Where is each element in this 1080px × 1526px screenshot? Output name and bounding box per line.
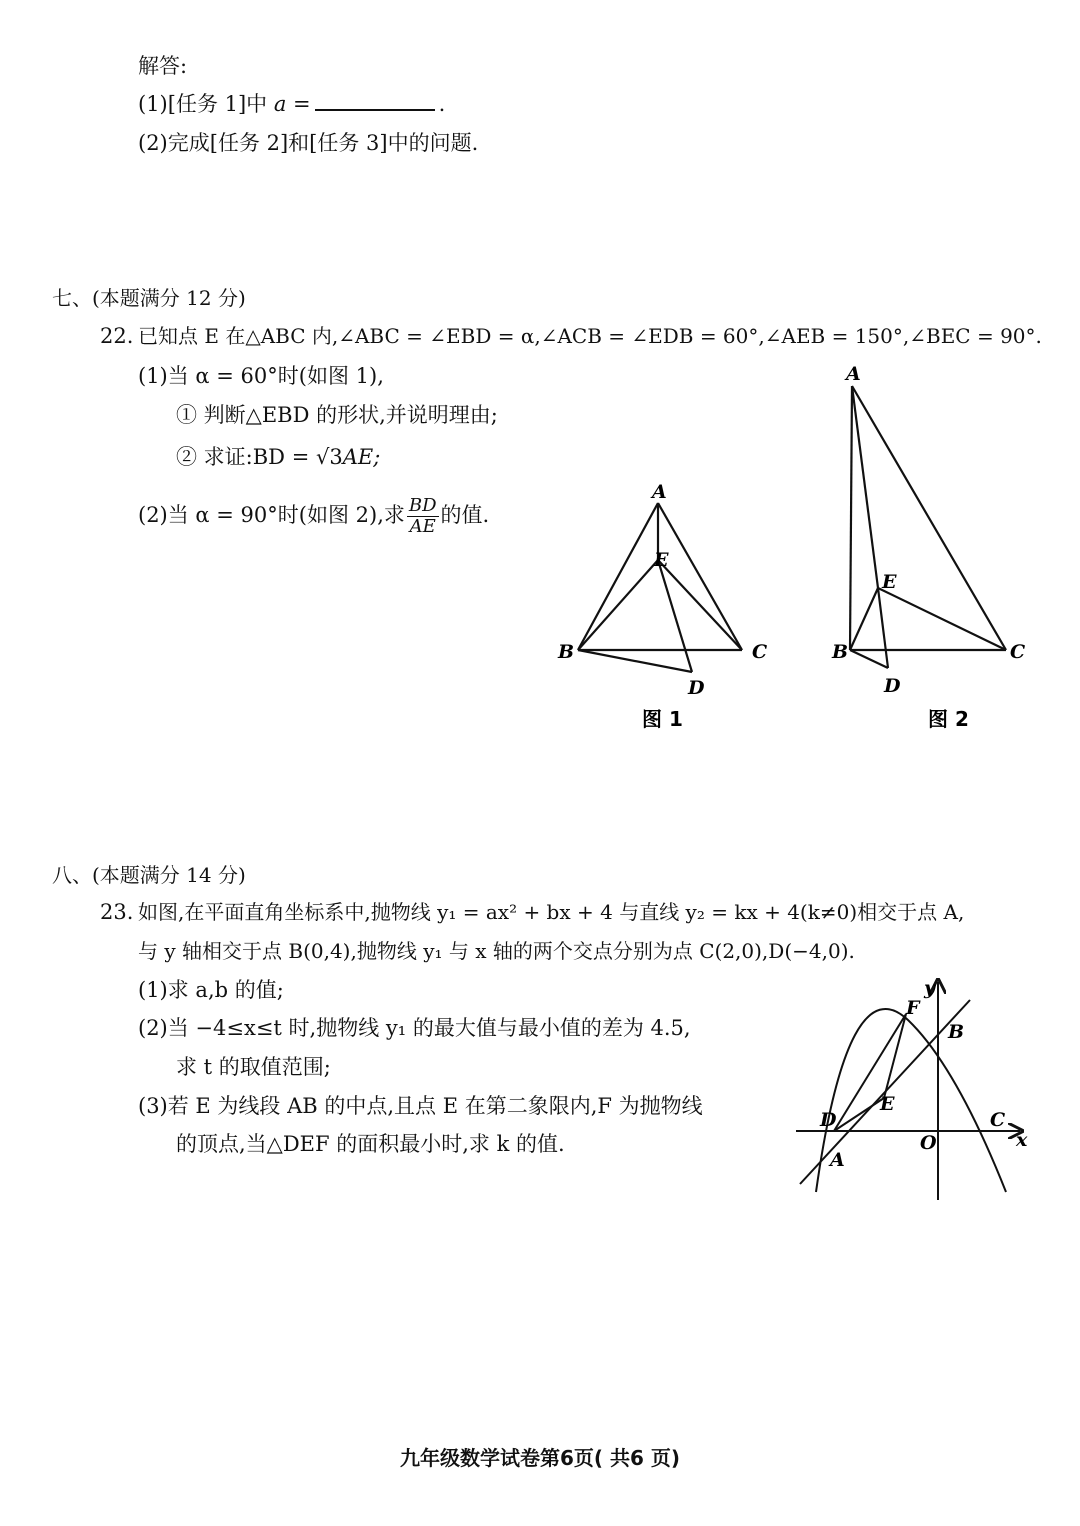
q23-part2a: (2)当 −4≤x≤t 时,抛物线 y₁ 的最大值与最小值的差为 4.5, <box>138 1016 691 1040</box>
figure-2 <box>820 358 1040 740</box>
q23-part3a: (3)若 E 为线段 AB 的中点,且点 E 在第二象限内,F 为抛物线 <box>138 1094 703 1118</box>
fig2-label-b: B <box>832 641 849 663</box>
fig2-label-e: E <box>882 571 897 593</box>
q22-fraction <box>407 496 439 537</box>
fig1-label-b: B <box>558 641 575 663</box>
fig2-label-a: A <box>846 363 861 385</box>
q22-text: 已知点 E 在△ABC 内,∠ABC = ∠EBD = α,∠ACB = ∠EDB = 60°,∠AEB = 150°,∠BEC = 90°. <box>138 324 1042 348</box>
graph-label-c: C <box>990 1109 1006 1131</box>
segment-fe <box>884 1014 906 1098</box>
graph-label-e: E <box>880 1093 895 1115</box>
q23-part3b: 的顶点,当△DEF 的面积最小时,求 k 的值. <box>176 1132 565 1156</box>
q22-number: 22. <box>100 324 134 348</box>
fig1-label-a: A <box>652 481 667 503</box>
q22-part2 <box>138 496 489 537</box>
fig2-caption: 图 2 <box>928 707 969 731</box>
graph-label-b: B <box>948 1021 965 1043</box>
fig1-label-c: C <box>752 641 768 663</box>
q22-sub1: ① 判断△EBD 的形状,并说明理由; <box>176 403 498 427</box>
segment-de <box>834 1098 884 1131</box>
q23-part1: (1)求 a,b 的值; <box>138 978 284 1002</box>
q22-fraction-den: AE <box>409 516 436 537</box>
fig1-label-e: E <box>654 549 669 571</box>
fig1-caption: 图 1 <box>642 707 683 731</box>
graph-label-x: x <box>1016 1129 1028 1151</box>
answer-heading: 解答: <box>138 54 188 78</box>
figure-1 <box>550 470 790 740</box>
fig2-label-d: D <box>884 675 901 697</box>
graph-label-f: F <box>906 997 920 1019</box>
answer-line-1-var: a <box>273 92 287 116</box>
q22-sub2-prefix: ② 求证:BD = <box>176 445 316 469</box>
answer-line-1-eq: = <box>286 92 311 116</box>
parabola-graph <box>788 974 1038 1206</box>
graph-label-d: D <box>820 1109 837 1131</box>
answer-blank[interactable] <box>315 91 435 111</box>
q23-part2b: 求 t 的取值范围; <box>176 1055 331 1079</box>
q22-fraction-num: BD <box>408 495 437 516</box>
answer-line-2: (2)完成[任务 2]和[任务 3]中的问题. <box>138 131 479 155</box>
graph-label-y: y <box>924 977 936 999</box>
page-footer: 九年级数学试卷第6页( 共6 页) <box>399 1446 681 1470</box>
fig1-label-d: D <box>688 677 705 699</box>
section-7-heading: 七、(本题满分 12 分) <box>52 286 246 310</box>
q22-part2-suffix: 的值. <box>440 503 490 527</box>
graph-label-o: O <box>920 1132 937 1154</box>
q23-line2: 与 y 轴相交于点 B(0,4),抛物线 y₁ 与 x 轴的两个交点分别为点 C(2,0),D(−4,0). <box>138 939 855 963</box>
q23-number: 23. <box>100 900 134 924</box>
segment-df <box>834 1014 906 1131</box>
section-8-heading: 八、(本题满分 14 分) <box>52 863 246 887</box>
q23-line1: 如图,在平面直角坐标系中,抛物线 y₁ = ax² + bx + 4 与直线 y₂ = kx + 4(k≠0)相交于点 A, <box>138 900 965 924</box>
q22-part2-prefix: (2)当 α = 90°时(如图 2),求 <box>138 503 405 527</box>
q22-sub2-suffix: AE; <box>342 445 381 469</box>
q22-sub2 <box>176 443 380 471</box>
q22-sub2-sqrt: √3 <box>315 445 343 469</box>
fig2-label-c: C <box>1010 641 1026 663</box>
answer-line-1-prefix: (1)[任务 1]中 <box>138 92 274 116</box>
answer-line-1 <box>138 90 445 118</box>
answer-line-1-end: . <box>438 92 446 116</box>
graph-label-a: A <box>830 1149 845 1171</box>
q22-part1: (1)当 α = 60°时(如图 1), <box>138 364 384 388</box>
